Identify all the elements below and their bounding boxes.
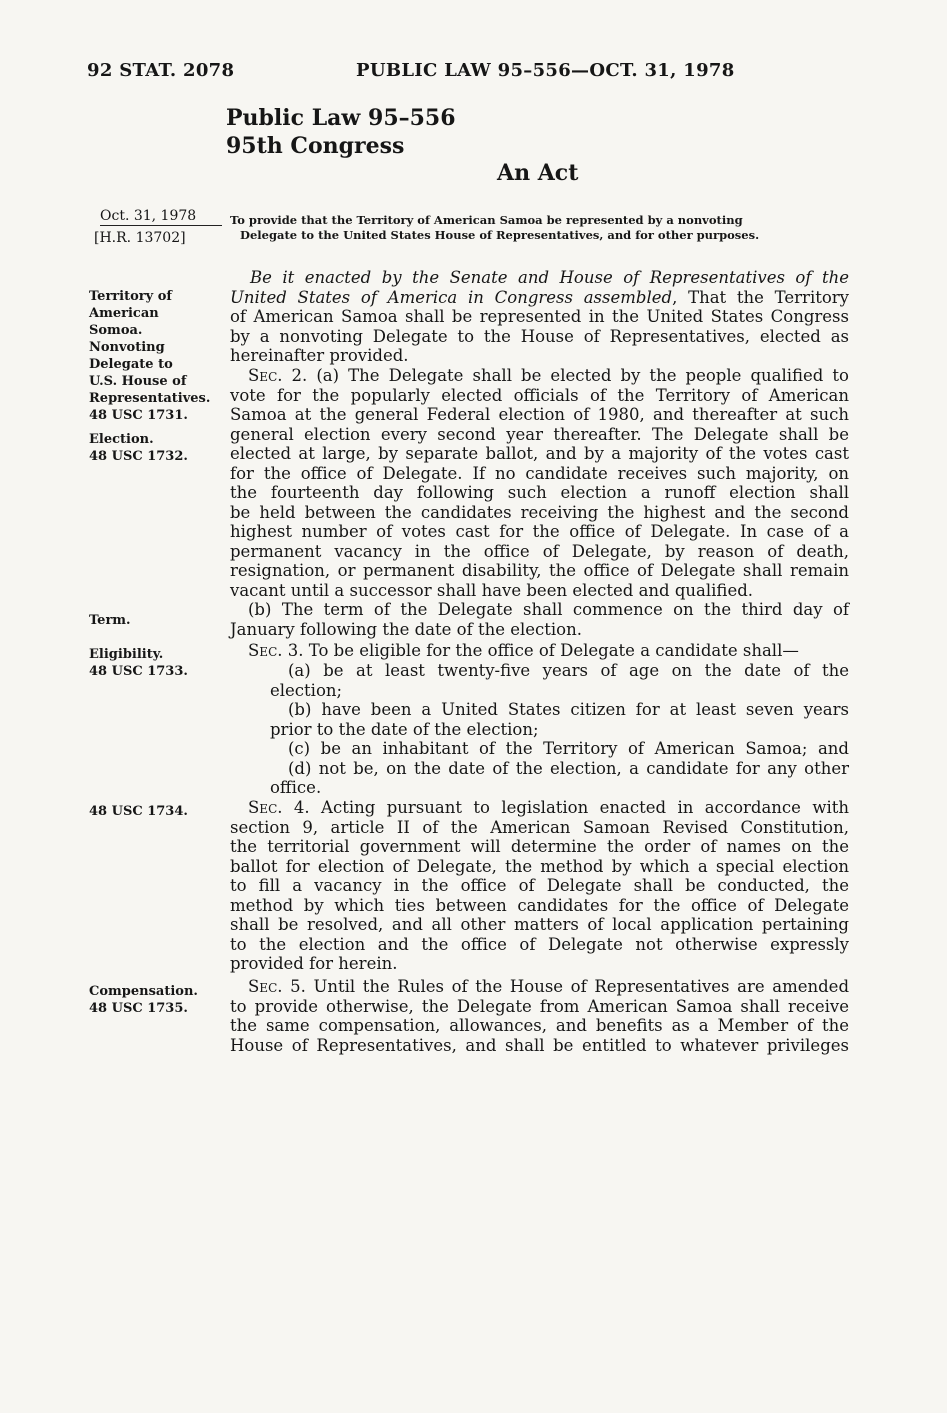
- text-line: method by which ties between candidates for the office of Delegate: [230, 895, 849, 915]
- text-line: ballot for election of Delegate, the method by which a special election: [230, 856, 849, 876]
- section-4: [230, 798, 849, 974]
- margin-note-line: Election.: [89, 432, 154, 447]
- margin-note-term: Term.: [89, 613, 131, 628]
- text-line: (c) be an inhabitant of the Territory of American Samoa; and: [288, 739, 849, 758]
- margin-note-territory: [89, 288, 219, 424]
- text-line: highest number of votes cast for the office of Delegate. In case of a: [230, 522, 849, 541]
- text-line: elected at large, by separate ballot, and by a majority of the votes cast: [230, 444, 849, 463]
- section-text: Until the Rules of the House of Representatives are amended: [305, 977, 850, 996]
- text-line: section 9, article II of the American Samoan Revised Constitution,: [230, 817, 849, 837]
- margin-note-line: 48 USC 1731.: [89, 408, 188, 423]
- text-line: (b) have been a United States citizen for at least seven years: [288, 700, 849, 719]
- margin-note-line: Nonvoting: [89, 340, 165, 355]
- text-line: of American Samoa shall be represented in the United States Congress: [230, 307, 849, 326]
- text-line: [230, 268, 849, 288]
- margin-note-line: Delegate to: [89, 357, 173, 372]
- text-line: vacant until a successor shall have been elected and qualified.: [230, 580, 754, 600]
- law-number: Public Law 95–556: [226, 105, 456, 131]
- section-label: Sec. 4.: [248, 798, 310, 817]
- text-line: for the office of Delegate. If no candidate receives such majority, on: [230, 463, 849, 483]
- margin-note-eligibility: [89, 646, 219, 680]
- purpose-line: Delegate to the United States House of Representatives, and for other purposes.: [240, 228, 760, 242]
- text-line: [230, 977, 849, 997]
- margin-note-line: American: [89, 306, 159, 321]
- text-line: House of Representatives, and shall be entitled to whatever privileges: [230, 1035, 849, 1055]
- text-line: prior to the date of the election;: [270, 719, 539, 739]
- margin-note-line: 48 USC 1732.: [89, 449, 188, 464]
- margin-note-line: Representatives.: [89, 391, 211, 406]
- text-line: Samoa at the general Federal election of 1980, and thereafter at such: [230, 405, 849, 424]
- text-line: by a nonvoting Delegate to the House of Representatives, elected as: [230, 326, 849, 346]
- margin-note-line: Compensation.: [89, 984, 198, 999]
- margin-note-election: [89, 431, 219, 465]
- margin-note-line: 48 USC 1733.: [89, 664, 188, 679]
- text-line: to provide otherwise, the Delegate from American Samoa shall receive: [230, 996, 849, 1016]
- text-line: permanent vacancy in the office of Delegate, by reason of death,: [230, 541, 849, 561]
- section-label: Sec. 2.: [248, 366, 308, 385]
- act-purpose: [230, 213, 855, 243]
- text-line: (d) not be, on the date of the election, a candidate for any other: [288, 758, 849, 778]
- text-line: hereinafter provided.: [230, 346, 409, 365]
- text-line: provided for herein.: [230, 954, 398, 973]
- text-line: [230, 288, 849, 308]
- text-line: shall be resolved, and all other matters of local application pertaining: [230, 915, 849, 934]
- law-title-block: [226, 104, 456, 160]
- section-text: (a) The Delegate shall be elected by the people qualified to: [307, 366, 849, 385]
- text-line: (a) be at least twenty-five years of age on the date of the: [288, 661, 849, 680]
- margin-note-line: Somoa.: [89, 323, 143, 338]
- margin-note-line: Territory of: [89, 289, 172, 304]
- section-3-items: [270, 661, 849, 798]
- text-line: the fourteenth day following such election a runoff election shall: [230, 483, 849, 502]
- margin-note-line: Eligibility.: [89, 647, 164, 662]
- text-line: the territorial government will determine the order of names on the: [230, 837, 849, 856]
- margin-note-compensation: [89, 983, 219, 1017]
- bill-number: [H.R. 13702]: [94, 230, 186, 246]
- section-text: Acting pursuant to legislation enacted in accordance with: [309, 798, 849, 817]
- section-text: To be eligible for the office of Delegate a candidate shall—: [303, 641, 799, 660]
- text-line: to the election and the office of Delegate not otherwise expressly: [230, 934, 849, 954]
- text-line: the same compensation, allowances, and benefits as a Member of the: [230, 1016, 849, 1035]
- text-line: (b) The term of the Delegate shall commence on the third day of: [248, 600, 849, 619]
- section-label: Sec. 5.: [248, 977, 306, 996]
- text-line: be held between the candidates receiving the highest and the second: [230, 502, 849, 522]
- section-5: [230, 977, 849, 1055]
- enacting-italic: United States of America in Congress assembled: [230, 287, 673, 307]
- text-line: January following the date of the election.: [230, 619, 582, 639]
- text-line: to fill a vacancy in the office of Delegate shall be conducted, the: [230, 876, 849, 895]
- enacting-text: , That the Territory: [672, 287, 849, 307]
- text-line: resignation, or permanent disability, the office of Delegate shall remain: [230, 561, 849, 580]
- text-line: [230, 641, 849, 661]
- margin-note-sec4: 48 USC 1734.: [89, 804, 188, 819]
- enactment-date: Oct. 31, 1978: [100, 208, 222, 226]
- purpose-line: To provide that the Territory of American Samoa be represented by a nonvoting: [230, 213, 743, 227]
- enacting-clause: [230, 268, 849, 366]
- text-line: [230, 366, 849, 386]
- text-line: general election every second year thereafter. The Delegate shall be: [230, 424, 849, 444]
- congress-number: 95th Congress: [226, 133, 405, 159]
- enacting-italic: Be it enacted by the Senate and House of Representatives of the: [250, 268, 849, 287]
- text-line: election;: [270, 680, 343, 700]
- margin-note-line: 48 USC 1735.: [89, 1001, 188, 1016]
- text-line: [230, 798, 849, 818]
- section-label: Sec. 3.: [248, 641, 304, 660]
- margin-note-line: U.S. House of: [89, 374, 187, 389]
- section-3: [230, 641, 849, 661]
- section-2: [230, 366, 849, 639]
- act-heading: An Act: [497, 160, 579, 186]
- text-line: office.: [270, 778, 322, 797]
- text-line: vote for the popularly elected officials of the Territory of American: [230, 385, 849, 405]
- page-stat-number: 92 STAT. 2078: [87, 60, 235, 81]
- running-head: PUBLIC LAW 95–556—OCT. 31, 1978: [356, 60, 735, 81]
